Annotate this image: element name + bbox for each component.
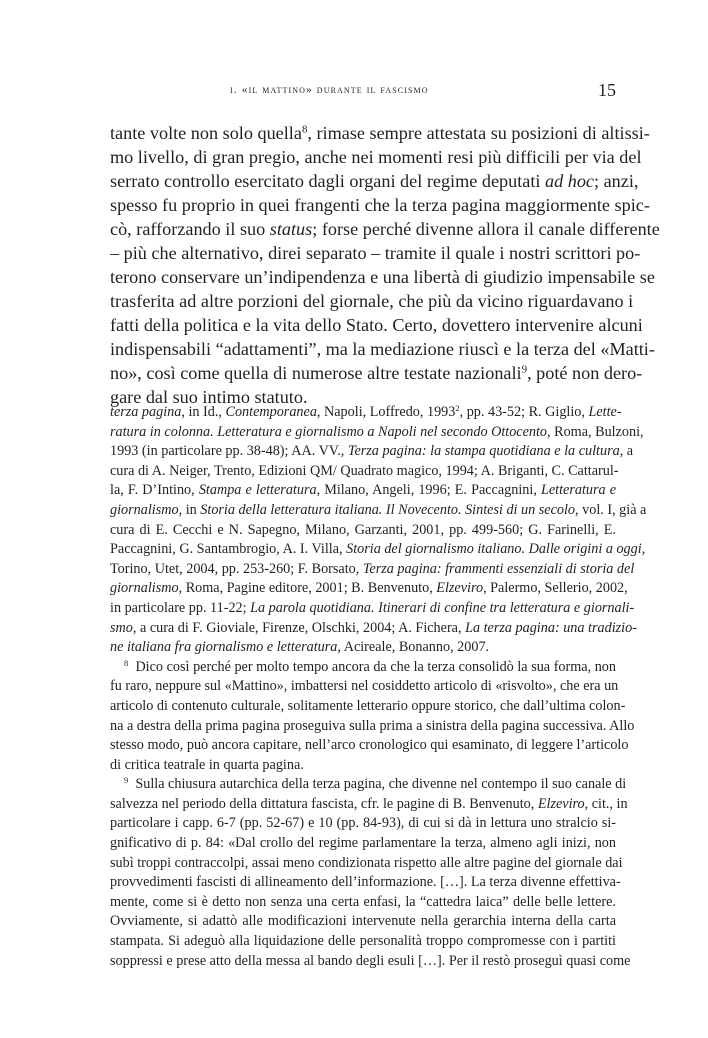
- body-text-line: fatti della politica e la vita dello Stato. Certo, dovettero intervenire alcuni: [110, 315, 643, 335]
- footnote-line: Ovviamente, si adattò alle modificazioni intervenute nella gerarchia interna della carta: [110, 913, 616, 930]
- footnote-line: la, F. D’Intino, Stampa e letteratura, Milano, Angeli, 1996; E. Paccagnini, Letteratura e: [110, 482, 617, 499]
- body-text-line: terono conservare un’indipendenza e una libertà di giudizio impensabile se: [110, 267, 655, 287]
- main-body-paragraph: [110, 121, 660, 409]
- footnote-line: Paccagnini, G. Santambrogio, A. I. Villa, Storia del giornalismo italiano. Dalle origini a oggi,: [110, 541, 646, 558]
- footnote-line: salvezza nel periodo della dittatura fascista, cfr. le pagine di B. Benvenuto, Elzeviro, cit., in: [110, 795, 628, 812]
- chapter-running-title: i. «il mattino» durante il fascismo: [230, 84, 429, 96]
- footnote-line: Torino, Utet, 2004, pp. 253-260; F. Borsato, Terza pagina: frammenti essenziali di storia del: [110, 560, 635, 577]
- footnote-line: cura di A. Neiger, Trento, Edizioni QM/ Quadrato magico, 1994; A. Briganti, C. Cattarul-: [110, 462, 619, 479]
- footnote-9: [110, 775, 631, 971]
- running-head: [110, 80, 616, 102]
- footnote-line: 1993 (in particolare pp. 38-48); AA. VV., Terza pagina: la stampa quotidiana e la cultura, a: [110, 443, 634, 460]
- body-text-line: spesso fu proprio in quei frangenti che la terza pagina maggiormente spic-: [110, 195, 650, 215]
- footnote-line: ratura in colonna. Letteratura e giornalismo a Napoli nel secondo Ottocento, Roma, Bulzoni,: [110, 423, 644, 440]
- footnote-line: stampata. Si adeguò alla liquidazione delle personalità troppo compromesse con i partiti: [110, 933, 616, 950]
- body-text-line: cò, rafforzando il suo status; forse perché divenne allora il canale differente: [110, 219, 660, 239]
- footnote-line: ne italiana fra giornalismo e letteratura, Acireale, Bonanno, 2007.: [110, 639, 490, 656]
- footnote-line: giornalismo, Roma, Pagine editore, 2001; B. Benvenuto, Elzeviro, Palermo, Sellerio, 2002,: [110, 580, 628, 597]
- body-text-line: trasferita ad altre porzioni del giornale, che più da vicino riguardavano i: [110, 291, 634, 311]
- body-text-line: mo livello, di gran pregio, anche nei momenti resi più difficili per via del: [110, 147, 642, 167]
- body-text-line: – più che alternativo, direi separato – tramite il quale i nostri scrittori po-: [110, 243, 641, 263]
- footnote-line: na a destra della prima pagina proseguiva sulla prima a sinistra della pagina successiva. Allo: [110, 717, 635, 734]
- footnote-line: cura di E. Cecchi e N. Sapegno, Milano, Garzanti, 2001, pp. 499-560; G. Farinelli, E.: [110, 521, 616, 538]
- footnote-line: fu raro, neppure sul «Mattino», imbattersi nel cosiddetto articolo di «risvolto», che era un: [110, 678, 619, 695]
- footnote-line: $^9$ Sulla chiusura autarchica della terza pagina, che divenne nel contempo il suo canale di: [124, 775, 627, 793]
- footnote-8: [110, 657, 635, 776]
- footnote-line: $^8$ Dico così perché per molto tempo ancora da che la terza consolidò la sua forma, non: [124, 657, 616, 675]
- footnote-line: subì troppi contraccolpi, assai meno condizionata rispetto alle altre pagine del giornale dai: [110, 854, 623, 871]
- footnote-line: provvedimenti fascisti di allineamento dell’informazione. […]. La terza divenne effettiva-: [110, 874, 621, 891]
- body-text-line: no», così come quella di numerose altre testate nazionali$^9$, poté non dero-: [110, 363, 643, 383]
- footnote-line: in particolare pp. 11-22; La parola quotidiana. Itinerari di confine tra letteratura e giornali-: [110, 599, 635, 616]
- footnote-7-continuation: [110, 402, 647, 658]
- footnotes: [110, 402, 647, 971]
- footnote-line: soppressi e prese atto della messa al bando degli esuli […]. Per il restò proseguì quasi come: [110, 952, 631, 969]
- page-number: 15: [598, 80, 616, 100]
- footnote-line: particolare i capp. 6-7 (pp. 52-67) e 10 (pp. 84-93), di cui si dà in lettura uno stralcio si-: [110, 815, 616, 832]
- footnote-line: terza pagina, in Id., Contemporanea, Napoli, Loffredo, 1993$^2$, pp. 43-52; R. Giglio, Lette-: [110, 402, 622, 420]
- footnote-line: articolo di contenuto culturale, solitamente letterario oppure storico, che dall’ultima colon-: [110, 697, 626, 714]
- footnote-line: stesso modo, può ancora capitare, nell’arco cronologico qui esaminato, di leggere l’articolo: [110, 737, 629, 754]
- body-text-line: tante volte non solo quella$^8$, rimase sempre attestata su posizioni di altissi-: [110, 123, 650, 143]
- footnote-line: smo, a cura di F. Gioviale, Firenze, Olschki, 2004; A. Fichera, La terza pagina: una tradizio-: [110, 619, 637, 636]
- body-text-line: indispensabili “adattamenti”, ma la mediazione riuscì e la terza del «Matti-: [110, 339, 655, 359]
- footnote-line: gnificativo di p. 84: «Dal crollo del regime parlamentare la terza, almeno agli inizi, non: [110, 835, 616, 852]
- footnote-line: di critica teatrale in quarta pagina.: [110, 756, 304, 773]
- body-text-line: serrato controllo esercitato dagli organi del regime deputati ad hoc; anzi,: [110, 171, 639, 191]
- footnote-line: mente, come si è detto non senza una certa enfasi, la “cattedra laica” delle belle lettere.: [110, 893, 616, 910]
- body-text-line: gare dal suo intimo statuto.: [110, 387, 308, 407]
- footnote-line: giornalismo, in Storia della letteratura italiana. Il Novecento. Sintesi di un secolo, vol. I, già a: [110, 501, 647, 518]
